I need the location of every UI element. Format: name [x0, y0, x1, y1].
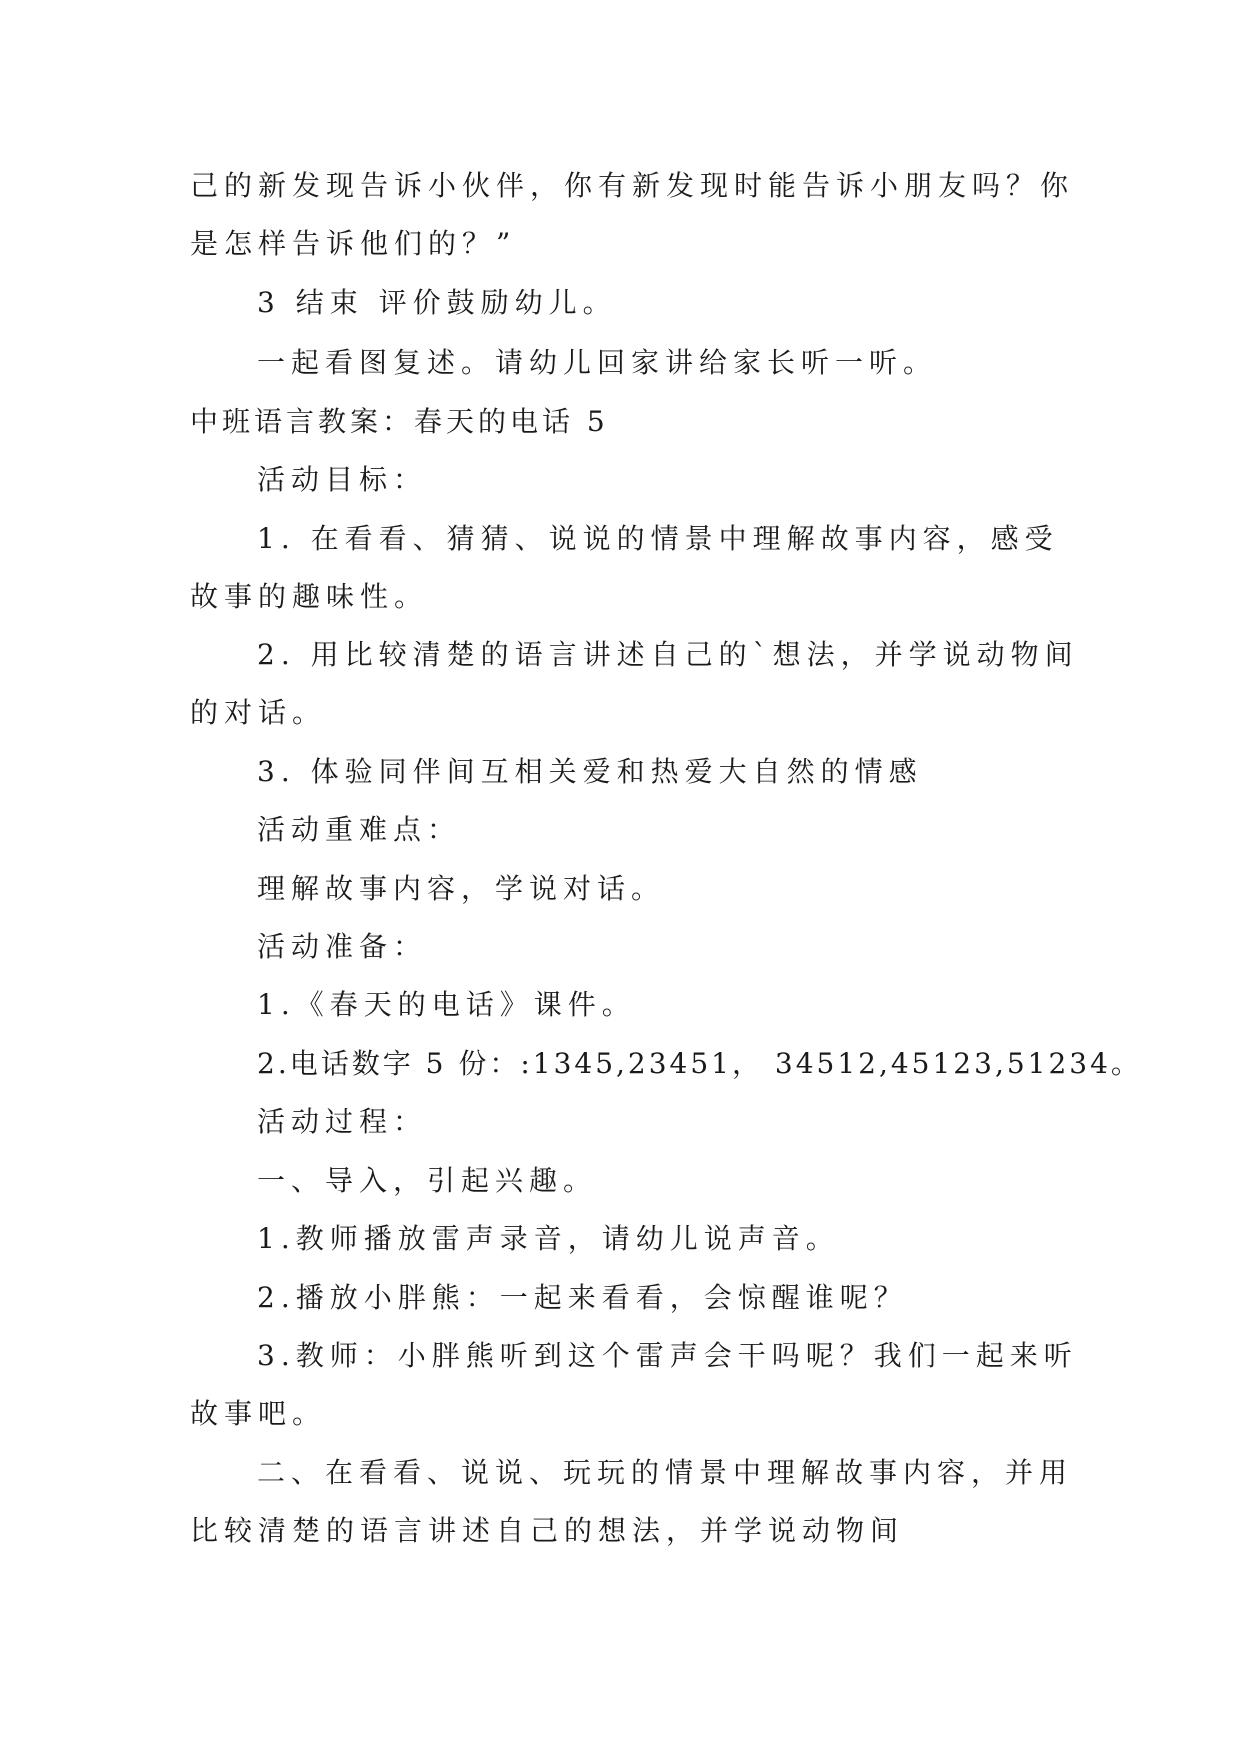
body-text-line: 故事的趣味性。: [190, 580, 429, 613]
body-text-line: 2.播放小胖熊：一起来看看，会惊醒谁呢？: [257, 1281, 908, 1314]
subheading-preparation: 活动准备：: [257, 930, 428, 963]
body-text-line: 2.电话数字 5 份：:1345,23451， 34512,45123,51234。: [257, 1047, 1142, 1080]
body-text-line: 一起看图复述。请幼儿回家讲给家长听一听。: [257, 346, 938, 379]
body-text-line: 故事吧。: [190, 1397, 327, 1430]
body-text-line: 己的新发现告诉小伙伴，你有新发现时能告诉小朋友吗？你: [190, 169, 1075, 202]
section-heading: 中班语言教案：春天的电话 5: [190, 405, 609, 438]
subheading-process: 活动过程：: [257, 1105, 428, 1138]
body-text-line: 的对话。: [190, 696, 327, 729]
body-text-line: 3. 体验同伴间互相关爱和热爱大自然的情感: [257, 755, 923, 788]
subheading-key-points: 活动重难点：: [257, 813, 462, 846]
body-text-line: 1. 在看看、猜猜、说说的情景中理解故事内容，感受: [257, 522, 1059, 555]
body-text-line: 2. 用比较清楚的语言讲述自己的`想法，并学说动物间: [257, 638, 1079, 671]
body-text-line: 是怎样告诉他们的？”: [190, 227, 517, 260]
body-text-line: 比较清楚的语言讲述自己的想法，并学说动物间: [190, 1514, 905, 1547]
body-text-line: 二、在看看、说说、玩玩的情景中理解故事内容，并用: [257, 1456, 1074, 1489]
body-text-line: 1.教师播放雷声录音，请幼儿说声音。: [257, 1222, 840, 1255]
body-text-line: 3.教师：小胖熊听到这个雷声会干吗呢？我们一起来听: [257, 1339, 1078, 1372]
body-text-line: 3 结束 评价鼓励幼儿。: [257, 286, 617, 319]
body-text-line: 一、导入，引起兴趣。: [257, 1164, 598, 1197]
body-text-line: 1.《春天的电话》课件。: [257, 988, 636, 1021]
subheading-activity-goals: 活动目标：: [257, 463, 428, 496]
body-text-line: 理解故事内容，学说对话。: [257, 872, 666, 905]
